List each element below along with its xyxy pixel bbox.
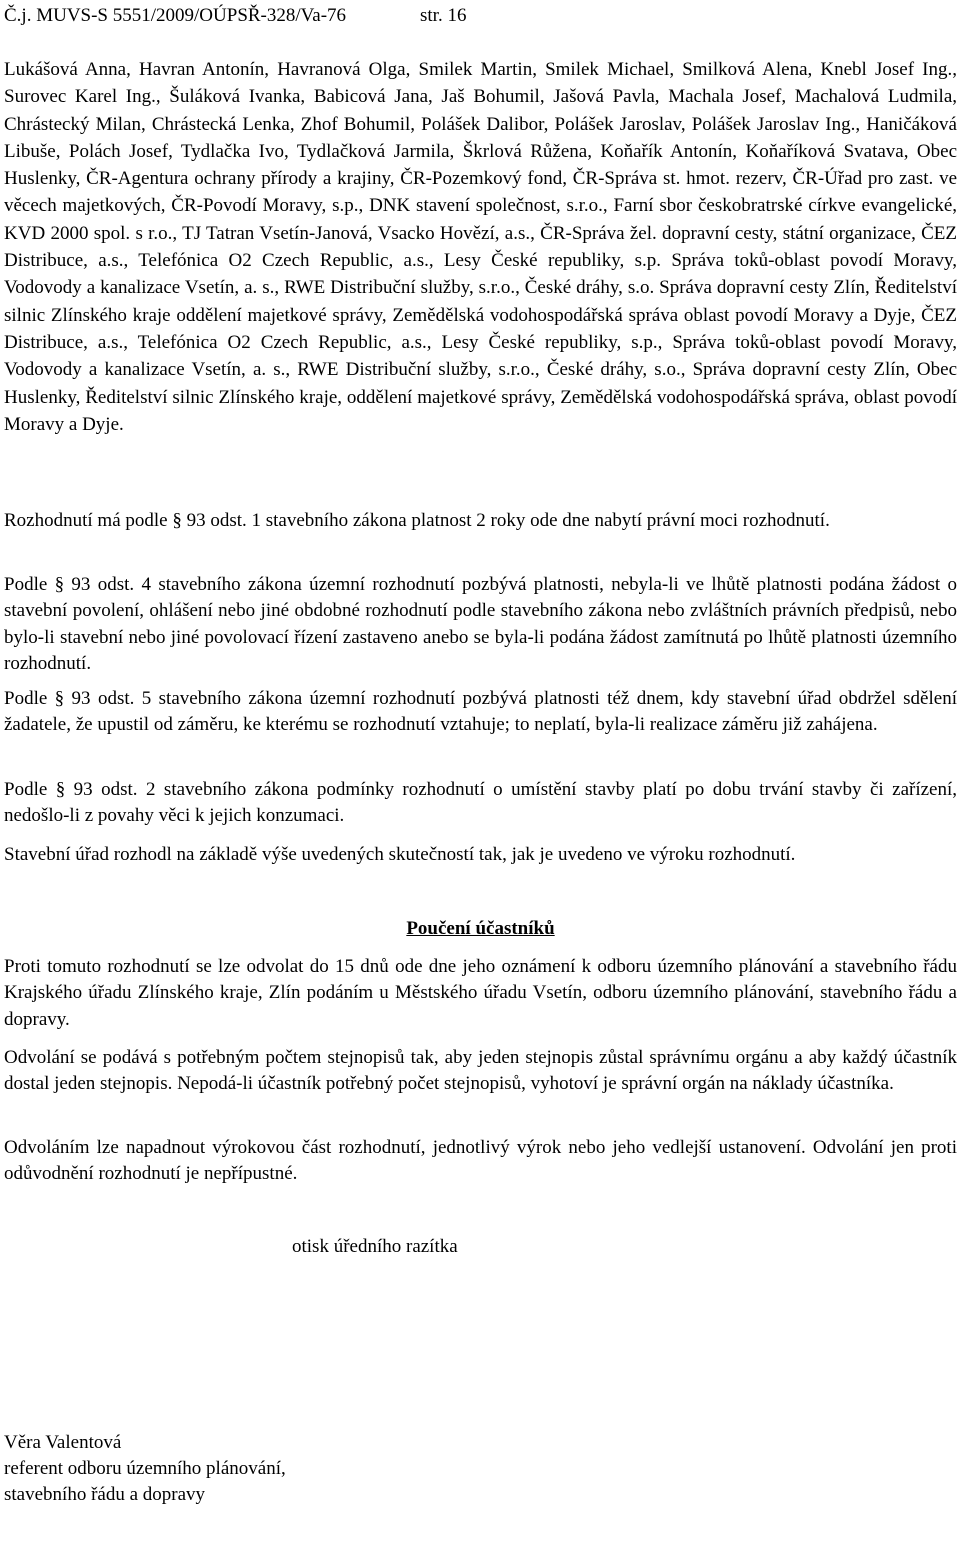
page-number: str. 16 bbox=[420, 5, 467, 26]
signatory-name: Věra Valentová bbox=[4, 1432, 122, 1453]
signature-block bbox=[4, 1430, 286, 1508]
signatory-role-line-1: referent odboru územního plánování, bbox=[4, 1458, 286, 1479]
page-header bbox=[4, 0, 957, 32]
expiry-paragraph-1: Podle § 93 odst. 4 stavebního zákona územní rozhodnutí pozbývá platnosti, nebyla-li ve lhůtě platnosti podána žádost o stavební povolení, ohlášení nebo jiné obdobné rozhodnutí podle stavebního zákona nebo zvláštních právních předpisů, nebo bylo-li stavební nebo jiné povolovací řízení zastaveno anebo se byla-li podána žádost zamítnutá po lhůtě platnosti územního rozhodnutí. bbox=[4, 574, 957, 674]
instruction-heading: Poučení účastníků bbox=[406, 918, 555, 939]
decision-paragraph: Stavební úřad rozhodl na základě výše uvedených skutečností tak, jak je uvedeno ve výroku rozhodnutí. bbox=[4, 844, 796, 865]
validity-paragraph: Rozhodnutí má podle § 93 odst. 1 stavebního zákona platnost 2 roky ode dne nabytí právní moci rozhodnutí. bbox=[4, 510, 830, 531]
stamp-placeholder: otisk úředního razítka bbox=[292, 1236, 458, 1257]
participants-paragraph: Lukášová Anna, Havran Antonín, Havranová Olga, Smilek Martin, Smilek Michael, Smilková Alena, Knebl Josef Ing., Surovec Karel Ing., Šuláková Ivanka, Babicová Jana, Jaš Bohumil, Jašová Pavla, Machala Josef, Machalová Ludmila, Chrástecký Milan, Chrástecká Lenka, Zhof Bohumil, Polášek Dalibor, Polášek Jaroslav, Polášek Jaroslav Ing., Haničáková Libuše, Polách Josef, Tydlačka Ivo, Tydlačková Jarmila, Škrlová Růžena, Koňařík Antonín, Koňaříková Svatava, Obec Huslenky, ČR-Agentura ochrany přírody a krajiny, ČR-Pozemkový fond, ČR-Správa st. hmot. rezerv, ČR-Úřad pro zast. ve věcech majetkových, ČR-Povodí Moravy, s.p., DNK stavení společnost, s.r.o., Farní sbor českobratrské církve evangelické, KVD 2000 spol. s r.o., TJ Tatran Vsetín-Janová, Vsacko Hovězí, a.s., ČR-Správa žel. dopravní cesty, státní organizace, ČEZ Distribuce, a.s., Telefónica O2 Czech Republic, a.s., Lesy České republiky, s.p. Správa toků-oblast povodí Moravy, Vodovody a kanalizace Vsetín, a. s., RWE Distribuční služby, s.r.o., České dráhy, s.o. Správa dopravní cesty Zlín, Ředitelství silnic Zlínského kraje oddělení majetkové správy, Zemědělská vodohospodářská správa oblast povodí Moravy a Dyje, ČEZ Distribuce, a.s., Telefónica O2 Czech Republic, a.s., Lesy České republiky, s.p., Správa toků-oblast povodí Moravy, Vodovody a kanalizace Vsetín, a. s., RWE Distribuční služby, s.r.o., České dráhy, s.o., Správa dopravní cesty Zlín, Obec Huslenky, Ředitelství silnic Zlínského kraje, oddělení majetkové správy, Zemědělská vodohospodářská správa, oblast povodí Moravy a Dyje. bbox=[4, 59, 957, 435]
reference-number: Č.j. MUVS-S 5551/2009/OÚPSŘ-328/Va-76 bbox=[4, 5, 347, 26]
copies-paragraph: Odvolání se podává s potřebným počtem stejnopisů tak, aby jeden stejnopis zůstal správnímu orgánu a aby každý účastník dostal jeden stejnopis. Nepodá-li účastník potřebný počet stejnopisů, vyhotoví je správní orgán na náklady účastníka. bbox=[4, 1047, 957, 1095]
scope-paragraph: Odvoláním lze napadnout výrokovou část rozhodnutí, jednotlivý výrok nebo jeho vedlejší ustanovení. Odvolání jen proti odůvodnění rozhodnutí je nepřípustné. bbox=[4, 1137, 957, 1185]
conditions-paragraph: Podle § 93 odst. 2 stavebního zákona podmínky rozhodnutí o umístění stavby platí po dobu trvání stavby či zařízení, nedošlo-li z povahy věci k jejich konzumaci. bbox=[4, 779, 957, 827]
signatory-role-line-2: stavebního řádu a dopravy bbox=[4, 1484, 206, 1505]
expiry-paragraph-2: Podle § 93 odst. 5 stavebního zákona územní rozhodnutí pozbývá platnosti též dnem, kdy stavební úřad obdržel sdělení žadatele, že upustil od záměru, ke kterému se rozhodnutí vztahuje; to neplatí, byla-li realizace záměru již zahájena. bbox=[4, 688, 957, 736]
appeal-paragraph: Proti tomuto rozhodnutí se lze odvolat do 15 dnů ode dne jeho oznámení k odboru územního plánování a stavebního řádu Krajského úřadu Zlínského kraje, Zlín podáním u Městského úřadu Vsetín, odboru územního plánování, stavebního řádu a dopravy. bbox=[4, 956, 957, 1030]
